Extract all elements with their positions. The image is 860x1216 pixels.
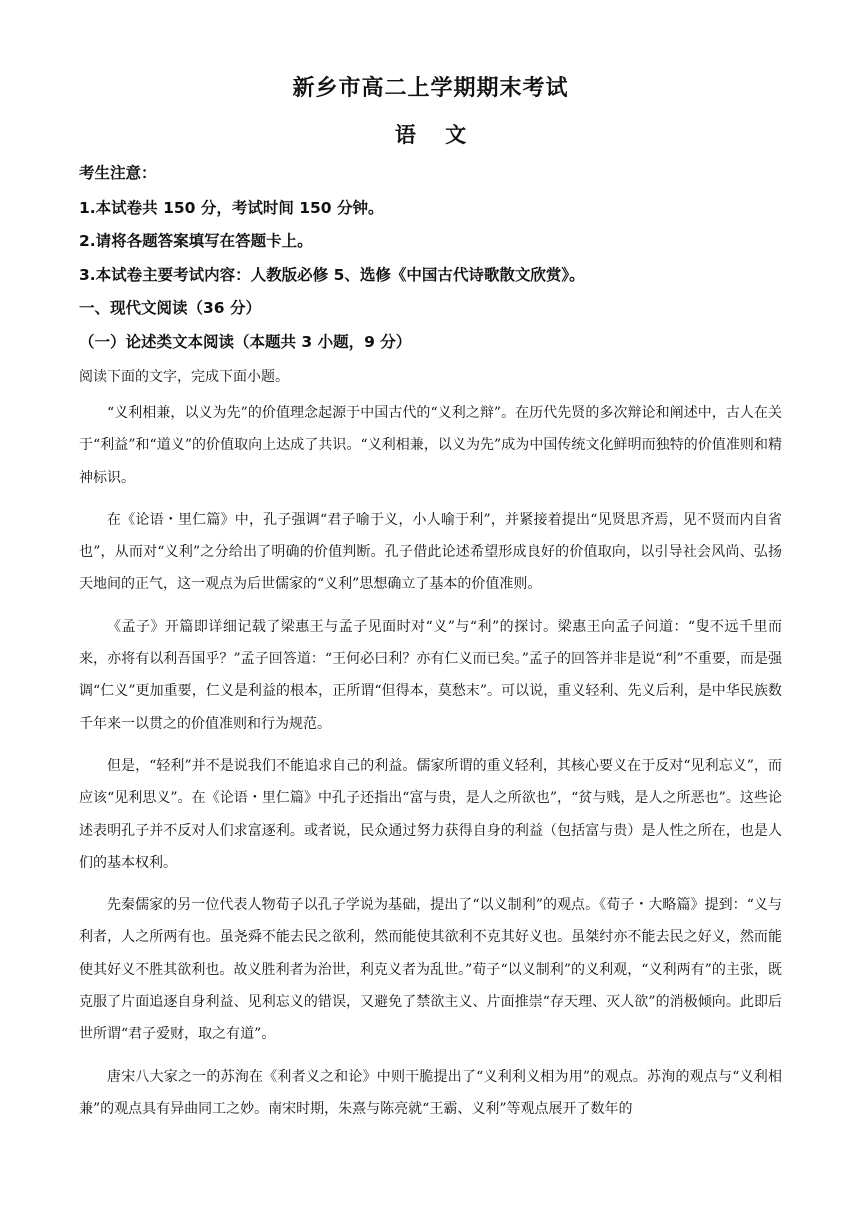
passage-paragraph-5: 先秦儒家的另一位代表人物荀子以孔子学说为基础，提出了“以义制利”的观点。《荀子・大略篇》提到：“义与利者，人之所两有也。虽尧舜不能去民之欲利，然而能使其欲利不克其好义也。虽桀纣亦不能去民之好义，然而能使其好义不胜其欲利也。故义胜利者为治世，利克义者为乱世。”荀子“以义制利”的义利观，“义利两有”的主张，既克服了片面追逐自身利益、见利忘义的错误，又避免了禁欲主义、片面推崇“存天理、灭人欲”的消极倾向。此即后世所谓“君子爱财，取之有道”。 bbox=[79, 897, 782, 1043]
subject-title: 语 文 bbox=[394, 123, 467, 147]
passage-paragraph-4: 但是，“轻利”并不是说我们不能追求自己的利益。儒家所谓的重义轻利，其核心要义在于反对“见利忘义”，而应该“见利思义”。在《论语・里仁篇》中孔子还指出“富与贵，是人之所欲也”，“贫与贱，是人之所恶也”。这些论述表明孔子并不反对人们求富逐利。或者说，民众通过努力获得自身的利益（包括富与贵）是人性之所在，也是人们的基本权利。 bbox=[79, 757, 782, 871]
notice-item-1: 1.本试卷共 150 分，考试时间 150 分钟。 bbox=[79, 199, 384, 217]
passage-paragraph-6: 唐宋八大家之一的苏洵在《利者义之和论》中则干脆提出了“义利利义相为用”的观点。苏洵的观点与“义利相兼”的观点具有异曲同工之妙。南宋时期，朱熹与陈亮就“王霸、义利”等观点展开了数年的 bbox=[79, 1068, 782, 1117]
notice-item-2: 2.请将各题答案填写在答题卡上。 bbox=[79, 232, 313, 250]
passage-paragraph-1: “义利相兼，以义为先”的价值理念起源于中国古代的“义利之辩”。在历代先贤的多次辩论和阐述中，古人在关于“利益”和“道义”的价值取向上达成了共识。“义利相兼，以义为先”成为中国传统文化鲜明而独特的价值准则和精神标识。 bbox=[79, 405, 782, 486]
section-heading: 一、现代文阅读（36 分） bbox=[79, 299, 261, 317]
notice-item-3: 3.本试卷主要考试内容：人教版必修 5、选修《中国古代诗歌散文欣赏》。 bbox=[79, 266, 585, 284]
passage-paragraph-2: 在《论语・里仁篇》中，孔子强调“君子喻于义，小人喻于利”，并紧接着提出“见贤思齐焉，见不贤而内自省也”，从而对“义利”之分给出了明确的价值判断。孔子借此论述希望形成良好的价值取向，以引导社会风尚、弘扬天地间的正气，这一观点为后世儒家的“义利”思想确立了基本的价值准则。 bbox=[79, 511, 782, 593]
reading-passage bbox=[79, 397, 782, 1135]
notice-heading: 考生注意： bbox=[79, 164, 157, 182]
exam-title: 新乡市高二上学期期末考试 bbox=[292, 76, 569, 101]
subsection-heading: （一）论述类文本阅读（本题共 3 小题，9 分） bbox=[79, 333, 412, 351]
reading-instruction: 阅读下面的文字，完成下面小题。 bbox=[79, 369, 289, 385]
passage-paragraph-3: 《孟子》开篇即详细记载了梁惠王与孟子见面时对“义”与“利”的探讨。梁惠王向孟子问道：“叟不远千里而来，亦将有以利吾国乎？”孟子回答道：“王何必曰利？亦有仁义而已矣。”孟子的回答并非是说“利”不重要，而是强调“仁义”更加重要，仁义是利益的根本，正所谓“但得本，莫愁末”。可以说，重义轻利、先义后利，是中华民族数千年来一以贯之的价值准则和行为规范。 bbox=[79, 618, 782, 732]
